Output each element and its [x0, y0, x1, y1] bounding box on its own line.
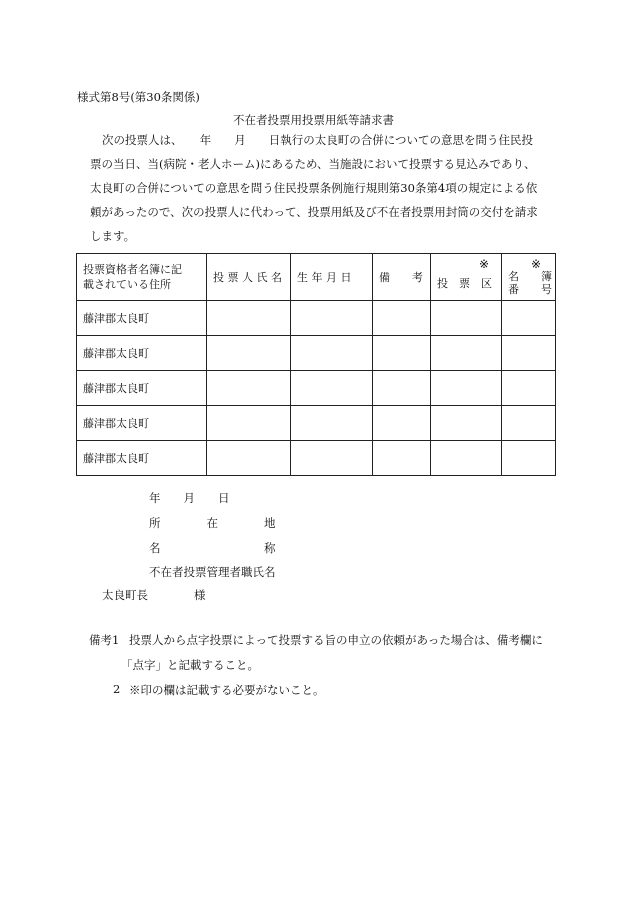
dob-cell[interactable] — [291, 301, 373, 336]
remarks-cell[interactable] — [373, 336, 431, 371]
dob-cell[interactable] — [291, 441, 373, 476]
header-register-number: ※ 名 簿 番 号 — [502, 254, 556, 301]
table-row — [77, 406, 556, 441]
body-line: 次の投票人は、 年 月 日執行の太良町の合併についての意思を問う住民投 — [102, 133, 534, 147]
location-line: 所 在 地 — [149, 516, 276, 530]
district-cell[interactable] — [431, 441, 502, 476]
form-number: 様式第8号(第30条関係) — [77, 90, 200, 104]
dob-cell[interactable] — [291, 336, 373, 371]
address-cell: 藤津郡太良町 — [77, 301, 207, 336]
district-cell[interactable] — [431, 371, 502, 406]
header-district: ※ 投 票 区 — [431, 254, 502, 301]
address-cell: 藤津郡太良町 — [77, 336, 207, 371]
facility-name-line: 名 称 — [149, 541, 276, 555]
remarks-cell[interactable] — [373, 301, 431, 336]
register-cell[interactable] — [502, 406, 556, 441]
name-cell[interactable] — [207, 301, 291, 336]
name-cell[interactable] — [207, 336, 291, 371]
note-1-line-1: 投票人から点字投票によって投票する旨の申立の依頼があった場合は、備考欄に — [129, 633, 543, 647]
district-cell[interactable] — [431, 301, 502, 336]
table-header-row — [77, 254, 556, 301]
district-cell[interactable] — [431, 336, 502, 371]
mark-symbol: ※ — [530, 257, 541, 271]
register-cell[interactable] — [502, 441, 556, 476]
table-row — [77, 371, 556, 406]
header-address: 投票資格者名簿に記 載されている住所 — [77, 254, 207, 301]
register-cell[interactable] — [502, 336, 556, 371]
address-cell: 藤津郡太良町 — [77, 406, 207, 441]
table-row — [77, 441, 556, 476]
body-line: 太良町の合併についての意思を問う住民投票条例施行規則第30条第4項の規定による依 — [90, 181, 538, 195]
request-body — [90, 128, 560, 248]
document-title: 不在者投票用投票用紙等請求書 — [233, 113, 394, 127]
manager-name-line: 不在者投票管理者職氏名 — [149, 565, 276, 579]
date-line: 年 月 日 — [149, 491, 230, 505]
register-cell[interactable] — [502, 371, 556, 406]
table-row — [77, 301, 556, 336]
address-cell: 藤津郡太良町 — [77, 441, 207, 476]
addressee-line: 太良町長 様 — [102, 588, 206, 602]
body-line: 票の当日、当(病院・老人ホーム)にあるため、当施設において投票する見込みであり、 — [90, 157, 536, 171]
dob-cell[interactable] — [291, 371, 373, 406]
name-cell[interactable] — [207, 406, 291, 441]
name-cell[interactable] — [207, 371, 291, 406]
voter-table — [76, 253, 556, 476]
header-birth-date: 生 年 月 日 — [291, 254, 373, 301]
mark-symbol: ※ — [478, 257, 489, 271]
district-cell[interactable] — [431, 406, 502, 441]
dob-cell[interactable] — [291, 406, 373, 441]
address-cell: 藤津郡太良町 — [77, 371, 207, 406]
note-2-number: 2 — [113, 682, 121, 696]
note-1-line-2: 「点字」と記載すること。 — [121, 658, 259, 672]
notes-label: 備考1 — [89, 633, 120, 647]
remarks-cell[interactable] — [373, 441, 431, 476]
header-voter-name: 投 票 人 氏 名 — [207, 254, 291, 301]
body-line: 頼があったので、次の投票人に代わって、投票用紙及び不在者投票用封筒の交付を請求 — [90, 205, 538, 219]
name-cell[interactable] — [207, 441, 291, 476]
remarks-cell[interactable] — [373, 406, 431, 441]
register-cell[interactable] — [502, 301, 556, 336]
body-line: します。 — [90, 229, 136, 243]
header-remarks: 備 考 — [373, 254, 431, 301]
table-row — [77, 336, 556, 371]
note-2-text: ※印の欄は記載する必要がないこと。 — [129, 683, 325, 697]
remarks-cell[interactable] — [373, 371, 431, 406]
